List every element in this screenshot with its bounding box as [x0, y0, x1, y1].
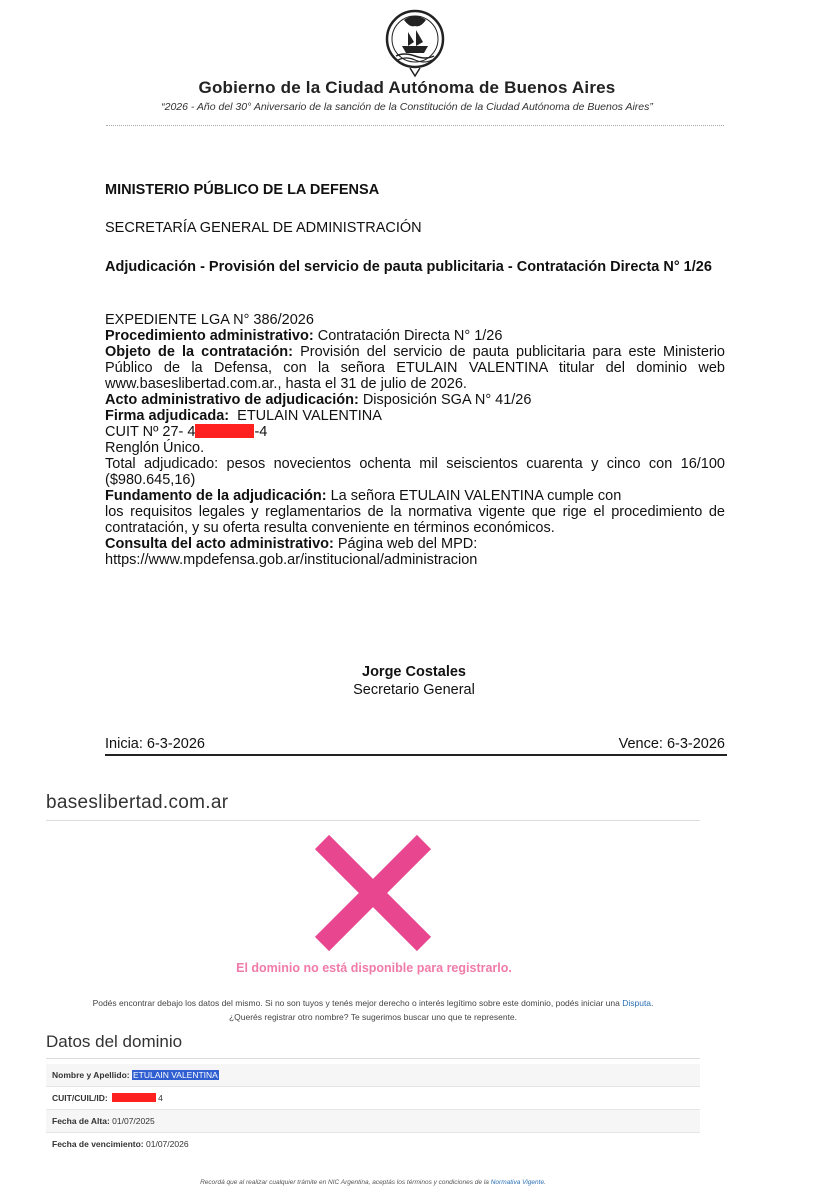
procedimiento-label: Procedimiento administrativo: — [105, 328, 314, 344]
domain-data-table — [46, 1064, 700, 1155]
fundamento-row — [105, 488, 725, 504]
city-seal-icon — [384, 6, 446, 78]
signature-block — [0, 663, 814, 699]
signer-name: Jorge Costales — [362, 664, 466, 680]
firma-value: ETULAIN VALENTINA — [229, 408, 382, 424]
consulta-label: Consulta del acto administrativo: — [105, 536, 334, 552]
acto-label: Acto administrativo de adjudicación: — [105, 392, 359, 408]
renglon: Renglón Único. — [105, 440, 205, 456]
nombre-value[interactable]: ETULAIN VALENTINA — [132, 1070, 218, 1080]
table-row — [46, 1087, 700, 1110]
fundamento-rest: los requisitos legales y reglamentarios de la normativa vigente que rige el procedimiento de contratación, y su oferta resulta conveniente en términos económicos. — [105, 504, 725, 536]
cuit-suffix: -4 — [254, 424, 268, 440]
domain-data-heading: Datos del dominio — [46, 1032, 183, 1051]
cuit-id-suffix: 4 — [158, 1093, 163, 1103]
cuit-row — [105, 424, 725, 440]
table-row — [46, 1110, 700, 1133]
objeto-value: Provisión del servicio de pauta publicitaria para este Ministerio Público de la Defensa, con la señora ETULAIN VALENTINA titular del dominio web www.baseslibertad.com.ar., hasta el 31 de julio de 2026. — [105, 344, 726, 392]
cuit-label: CUIT/CUIL/ID: — [52, 1093, 108, 1103]
info-line-2: ¿Querés registrar otro nombre? Te sugerimos buscar uno que te represente. — [228, 1012, 518, 1022]
secretaria-heading: SECRETARÍA GENERAL DE ADMINISTRACIÓN — [105, 220, 422, 236]
acto-row — [105, 392, 725, 408]
cuit-cell — [46, 1087, 700, 1110]
government-title: Gobierno de la Ciudad Autónoma de Buenos Aires — [198, 78, 616, 97]
firma-row — [105, 408, 725, 424]
domain-info-text — [0, 996, 746, 1024]
procedimiento-value: Contratación Directa N° 1/26 — [313, 328, 503, 344]
signer-role: Secretario General — [353, 682, 475, 698]
domain-unavailable-message: El dominio no está disponible para registrarlo. — [236, 961, 512, 975]
document-footer — [105, 736, 725, 752]
fundamento-value: La señora ETULAIN VALENTINA cumple con — [326, 488, 622, 504]
dispute-link[interactable]: Disputa — [622, 998, 652, 1008]
cuit-prefix: CUIT Nº 27- 4 — [105, 424, 196, 440]
objeto-row — [105, 344, 725, 392]
total-adjudicado: Total adjudicado: pesos novecientos ochenta mil seiscientos cuarenta y cinco con 16/100 ($980.645,16) — [105, 456, 725, 488]
inicia-date: Inicia: 6-3-2026 — [105, 736, 205, 752]
header-divider — [106, 125, 724, 126]
normativa-link[interactable]: Normativa Vigente — [490, 1179, 545, 1186]
vencimiento-label: Fecha de vencimiento: — [52, 1139, 144, 1149]
government-motto: “2026 - Año del 30° Aniversario de la sanción de la Constitución de la Ciudad Autónoma de Buenos Aires” — [161, 101, 653, 113]
acto-value: Disposición SGA N° 41/26 — [358, 392, 532, 408]
cuit-id-redaction — [112, 1093, 156, 1102]
consulta-value: Página web del MPD: — [333, 536, 478, 552]
vencimiento-value: 01/07/2026 — [143, 1139, 189, 1149]
procedimiento-row — [105, 328, 725, 344]
domain-data-divider — [46, 1058, 700, 1059]
info-line-1-text: Podés encontrar debajo los datos del mismo. Si no son tuyos y tenés mejor derecho o interés legítimo sobre este dominio, podés iniciar una — [92, 998, 623, 1008]
fundamento-label: Fundamento de la adjudicación: — [105, 488, 327, 504]
legal-end: . — [544, 1179, 546, 1186]
ministry-heading: MINISTERIO PÚBLICO DE LA DEFENSA — [105, 182, 380, 198]
cuit-redaction — [195, 424, 254, 438]
legal-text: Recordá que al realizar cualquier trámite en NIC Argentina, aceptás los términos y condiciones de la — [200, 1179, 491, 1186]
vence-date: Vence: 6-3-2026 — [618, 736, 725, 752]
nombre-cell — [46, 1064, 700, 1087]
vencimiento-cell — [46, 1133, 700, 1156]
info-line-1 — [0, 996, 746, 1010]
x-mark-icon — [312, 832, 434, 954]
adjudicacion-title: Adjudicación - Provisión del servicio de pauta publicitaria - Contratación Directa N° 1/26 — [105, 259, 712, 275]
objeto-label: Objeto de la contratación: — [105, 344, 293, 360]
firma-label: Firma adjudicada: — [105, 408, 230, 424]
alta-label: Fecha de Alta: — [52, 1116, 110, 1126]
footer-divider — [105, 754, 727, 756]
domain-name: baseslibertad.com.ar — [46, 792, 229, 813]
contract-details — [105, 312, 725, 568]
table-row — [46, 1064, 700, 1087]
expediente: EXPEDIENTE LGA N° 386/2026 — [105, 312, 314, 328]
alta-cell — [46, 1110, 700, 1133]
legal-notice — [0, 1179, 746, 1186]
domain-divider — [46, 820, 700, 821]
consulta-row — [105, 536, 725, 552]
table-row — [46, 1133, 700, 1156]
nombre-label: Nombre y Apellido: — [52, 1070, 130, 1080]
alta-value: 01/07/2025 — [109, 1116, 155, 1126]
info-line-1-end: . — [651, 998, 654, 1008]
consulta-url: https://www.mpdefensa.gob.ar/institucional/administracion — [105, 552, 478, 568]
